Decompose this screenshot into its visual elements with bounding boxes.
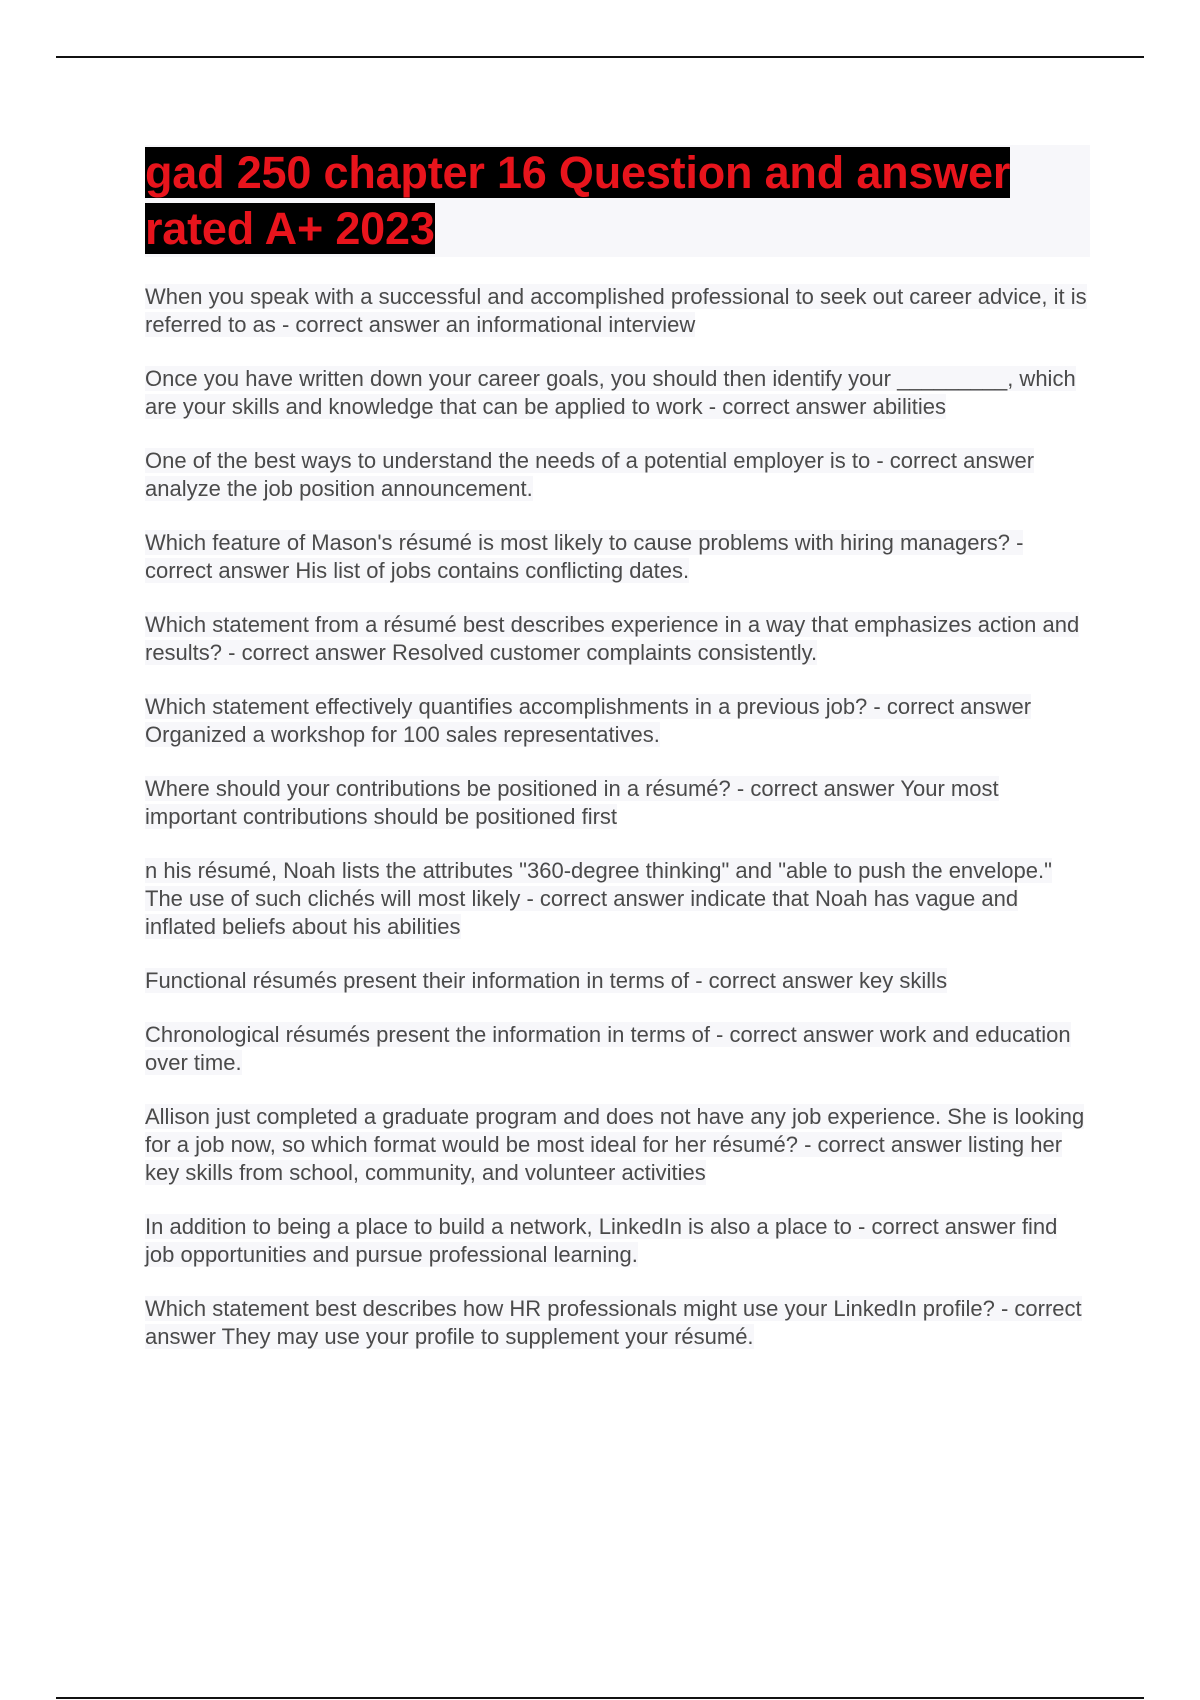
qa-item (145, 529, 1090, 585)
qa-item (145, 1103, 1090, 1187)
qa-item (145, 775, 1090, 831)
qa-item (145, 1021, 1090, 1077)
qa-item-text: Allison just completed a graduate program and does not have any job experience. She is looking for a job now, so which format would be most ideal for her résumé? - correct answer listing her key skills from school, community, and volunteer activities (145, 1104, 1085, 1185)
qa-item (145, 611, 1090, 667)
qa-item-text: Which statement best describes how HR professionals might use your LinkedIn profile? - correct answer They may use your profile to supplement your résumé. (145, 1296, 1082, 1349)
qa-item (145, 693, 1090, 749)
qa-item (145, 365, 1090, 421)
qa-item-text: Chronological résumés present the information in terms of - correct answer work and education over time. (145, 1022, 1071, 1075)
qa-item-text: Which statement from a résumé best describes experience in a way that emphasizes action and results? - correct answer Resolved customer complaints consistently. (145, 612, 1080, 665)
qa-item-text: In addition to being a place to build a network, LinkedIn is also a place to - correct answer find job opportunities and pursue professional learning. (145, 1214, 1058, 1267)
document-title-text: gad 250 chapter 16 Question and answer rated A+ 2023 (145, 147, 1011, 254)
qa-item (145, 857, 1090, 941)
qa-item (145, 1295, 1090, 1351)
qa-item (145, 1213, 1090, 1269)
title-block (145, 145, 1090, 257)
bottom-rule (56, 1697, 1144, 1699)
qa-item-text: Which statement effectively quantifies accomplishments in a previous job? - correct answer Organized a workshop for 100 sales representatives. (145, 694, 1032, 747)
document-body (145, 145, 1090, 1377)
qa-item-text: Where should your contributions be positioned in a résumé? - correct answer Your most important contributions should be positioned first (145, 776, 999, 829)
qa-item (145, 967, 1090, 995)
qa-item-text: n his résumé, Noah lists the attributes "360-degree thinking" and "able to push the envelope." The use of such clichés will most likely - correct answer indicate that Noah has vague and inflated beliefs about his abilities (145, 858, 1052, 939)
qa-item-text: When you speak with a successful and accomplished professional to seek out career advice, it is referred to as - correct answer an informational interview (145, 284, 1087, 337)
qa-list (145, 283, 1090, 1351)
qa-item (145, 283, 1090, 339)
document-title (145, 145, 1090, 257)
qa-item-text: Once you have written down your career goals, you should then identify your _________, which are your skills and knowledge that can be applied to work - correct answer abilities (145, 366, 1076, 419)
qa-item-text: Which feature of Mason's résumé is most likely to cause problems with hiring managers? - correct answer His list of jobs contains conflicting dates. (145, 530, 1024, 583)
top-rule (56, 56, 1144, 58)
qa-item (145, 447, 1090, 503)
qa-item-text: One of the best ways to understand the needs of a potential employer is to - correct answer analyze the job position announcement. (145, 448, 1035, 501)
qa-item-text: Functional résumés present their information in terms of - correct answer key skills (145, 968, 948, 993)
